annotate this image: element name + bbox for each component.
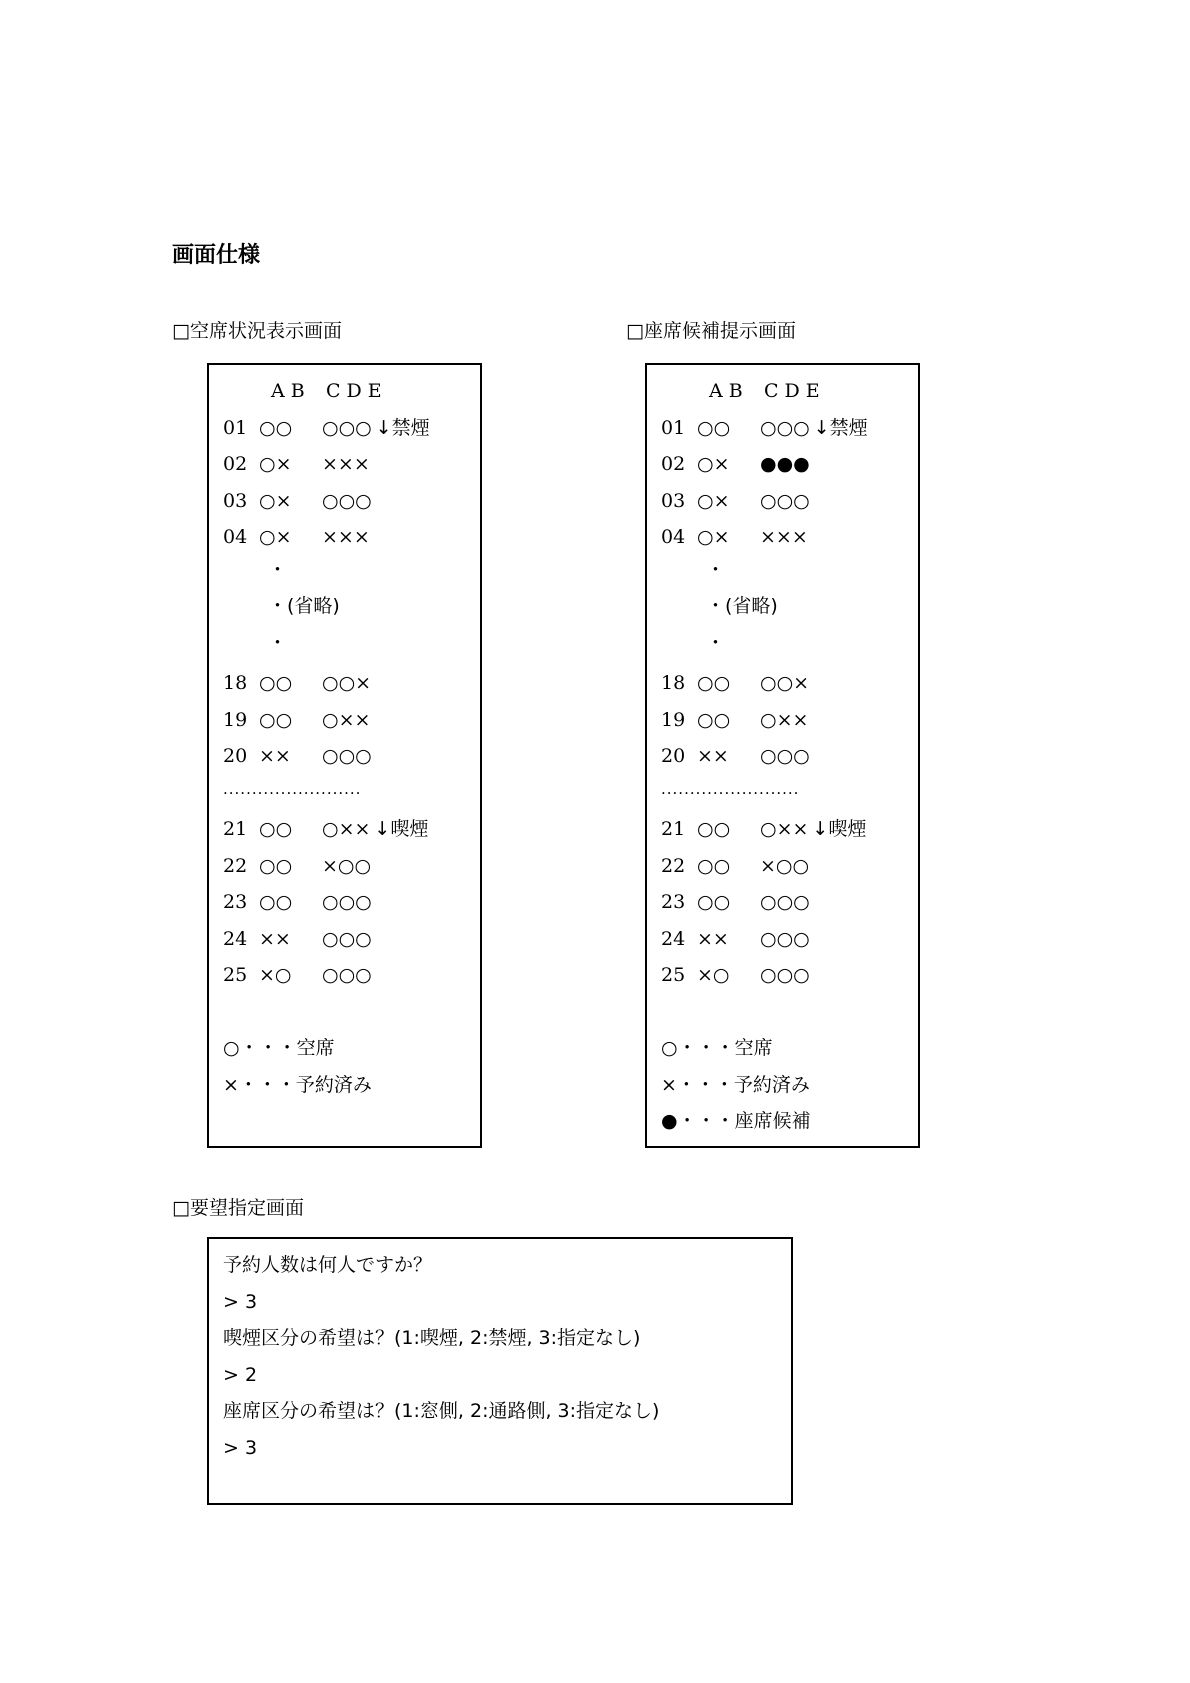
row-number: 04 — [661, 526, 686, 548]
seats-cde: ○○○ — [760, 745, 810, 767]
row-number: 19 — [223, 708, 248, 731]
row-number: 19 — [661, 708, 686, 731]
seats-ab: ○○ — [259, 818, 293, 840]
row-number: 24 — [661, 927, 686, 950]
omission-text: ・(省略) — [706, 595, 778, 617]
zone-separator: ........................ — [661, 779, 800, 798]
column-header-cde: CDE — [764, 380, 826, 402]
seats-cde: ○○○ — [322, 745, 372, 767]
row-number: 20 — [661, 745, 686, 767]
seat-row — [223, 416, 430, 440]
seat-row — [661, 744, 810, 768]
seats-cde: ○○○ — [322, 416, 372, 439]
seat-row — [223, 525, 370, 549]
legend-item: ●・・・座席候補 — [661, 1110, 811, 1132]
request-panel — [207, 1237, 793, 1505]
seat-row — [661, 416, 868, 440]
seats-ab: ×× — [697, 927, 729, 950]
input-line: > 3 — [223, 1290, 258, 1313]
row-number: 04 — [223, 526, 248, 548]
row-number: 02 — [223, 453, 248, 475]
zone-separator: ........................ — [223, 779, 362, 798]
zone-note: ↓禁煙 — [813, 416, 868, 439]
row-number: 01 — [661, 416, 686, 439]
seats-ab: ×○ — [697, 964, 730, 986]
seats-ab: ○× — [697, 489, 730, 512]
seats-cde: ○○○ — [760, 416, 810, 439]
seat-status-panel — [207, 363, 482, 1148]
seats-cde: ○×× — [760, 818, 809, 840]
seats-cde: ○○○ — [760, 964, 810, 986]
input-line: > 3 — [223, 1436, 258, 1459]
legend-item: ×・・・予約済み — [661, 1073, 810, 1096]
row-number: 01 — [223, 416, 248, 439]
row-number: 20 — [223, 745, 248, 767]
seat-row — [661, 854, 809, 878]
row-number: 25 — [223, 964, 248, 986]
zone-note: ↓喫煙 — [374, 818, 429, 840]
seats-ab: ×○ — [259, 964, 292, 986]
seats-cde: ○○○ — [760, 891, 810, 913]
seats-ab: ○○ — [697, 416, 731, 439]
seats-cde: ×○○ — [322, 854, 372, 877]
row-number: 03 — [661, 489, 686, 512]
seats-ab: ×× — [259, 745, 291, 767]
seats-ab: ○× — [259, 489, 292, 512]
seats-ab: ○○ — [259, 854, 293, 877]
seat-row — [223, 671, 371, 695]
seats-cde: ○○○ — [322, 927, 372, 950]
seats-cde: ●●● — [760, 453, 810, 475]
seats-ab: ○× — [259, 453, 292, 475]
row-number: 22 — [661, 854, 686, 877]
omission-text: ・(省略) — [268, 595, 340, 617]
seats-cde: ××× — [322, 526, 370, 548]
omission-dot: ・ — [706, 558, 726, 581]
seats-cde: ○○○ — [760, 927, 810, 950]
legend-item: ×・・・予約済み — [223, 1073, 372, 1096]
seat-candidates-heading: □座席候補提示画面 — [626, 320, 796, 342]
page-title: 画面仕様 — [172, 243, 261, 268]
zone-note: ↓喫煙 — [812, 818, 867, 840]
seat-candidates-panel — [645, 363, 920, 1148]
seats-ab: ○○ — [697, 672, 731, 694]
omission-dot: ・ — [268, 631, 288, 654]
seat-row — [661, 890, 810, 914]
seats-ab: ○○ — [259, 672, 293, 694]
row-number: 21 — [661, 818, 686, 840]
seats-ab: ○○ — [259, 416, 293, 439]
seats-cde: ○○× — [322, 672, 372, 694]
seats-cde: ○×× — [322, 708, 371, 731]
seats-ab: ○× — [259, 526, 292, 548]
seat-row — [661, 489, 810, 513]
input-line: > 2 — [223, 1363, 258, 1386]
seats-cde: ○○○ — [322, 489, 372, 512]
seats-ab: ○○ — [697, 818, 731, 840]
seat-row — [661, 525, 808, 549]
seats-ab: ○○ — [259, 708, 293, 731]
seats-ab: ×× — [697, 745, 729, 767]
seat-row — [223, 489, 372, 513]
seat-row — [223, 854, 371, 878]
seats-ab: ○○ — [697, 891, 731, 913]
request-heading: □要望指定画面 — [172, 1197, 304, 1219]
row-number: 21 — [223, 818, 248, 840]
seats-cde: ○×× — [322, 818, 371, 840]
prompt-line: 予約人数は何人ですか？ — [223, 1254, 433, 1276]
seats-ab: ○○ — [259, 891, 293, 913]
seats-ab: ○× — [697, 453, 730, 475]
seat-row — [661, 708, 808, 732]
seat-status-heading: □空席状況表示画面 — [172, 320, 342, 342]
seats-ab: ×× — [259, 927, 291, 950]
row-number: 02 — [661, 453, 686, 475]
row-number: 23 — [661, 891, 686, 913]
row-number: 24 — [223, 927, 248, 950]
seats-cde: ○○○ — [322, 964, 372, 986]
seat-row — [661, 817, 866, 841]
row-number: 25 — [661, 964, 686, 986]
seats-ab: ○× — [697, 526, 730, 548]
prompt-line: 座席区分の希望は？(1:窓側, 2:通路側, 3:指定なし) — [223, 1400, 660, 1422]
seat-row — [661, 452, 810, 476]
column-header-cde: CDE — [326, 380, 388, 402]
seat-row — [223, 744, 372, 768]
seats-cde: ○○○ — [760, 489, 810, 512]
seat-row — [661, 963, 810, 987]
seats-cde: ×○○ — [760, 854, 810, 877]
column-header — [661, 379, 826, 403]
seat-row — [223, 890, 372, 914]
row-number: 18 — [223, 672, 248, 694]
seat-row — [661, 671, 809, 695]
column-header-ab: AB — [271, 380, 311, 402]
omission-dot: ・ — [706, 631, 726, 654]
seat-row — [661, 927, 810, 951]
row-number: 03 — [223, 489, 248, 512]
seat-row — [223, 452, 370, 476]
seats-cde: ○○× — [760, 672, 810, 694]
row-number: 22 — [223, 854, 248, 877]
column-header — [223, 379, 388, 403]
row-number: 23 — [223, 891, 248, 913]
omission-dot: ・ — [268, 558, 288, 581]
legend-item: ○・・・空席 — [661, 1037, 773, 1059]
seat-row — [223, 927, 372, 951]
seats-cde: ××× — [322, 453, 370, 475]
column-header-ab: AB — [709, 380, 749, 402]
prompt-line: 喫煙区分の希望は？(1:喫煙, 2:禁煙, 3:指定なし) — [223, 1327, 641, 1349]
seats-cde: ○×× — [760, 708, 809, 731]
seat-row — [223, 817, 428, 841]
seats-ab: ○○ — [697, 708, 731, 731]
seat-row — [223, 708, 370, 732]
seats-cde: ○○○ — [322, 891, 372, 913]
seat-row — [223, 963, 372, 987]
zone-note: ↓禁煙 — [375, 416, 430, 439]
seats-cde: ××× — [760, 526, 808, 548]
legend-item: ○・・・空席 — [223, 1037, 335, 1059]
seats-ab: ○○ — [697, 854, 731, 877]
row-number: 18 — [661, 672, 686, 694]
